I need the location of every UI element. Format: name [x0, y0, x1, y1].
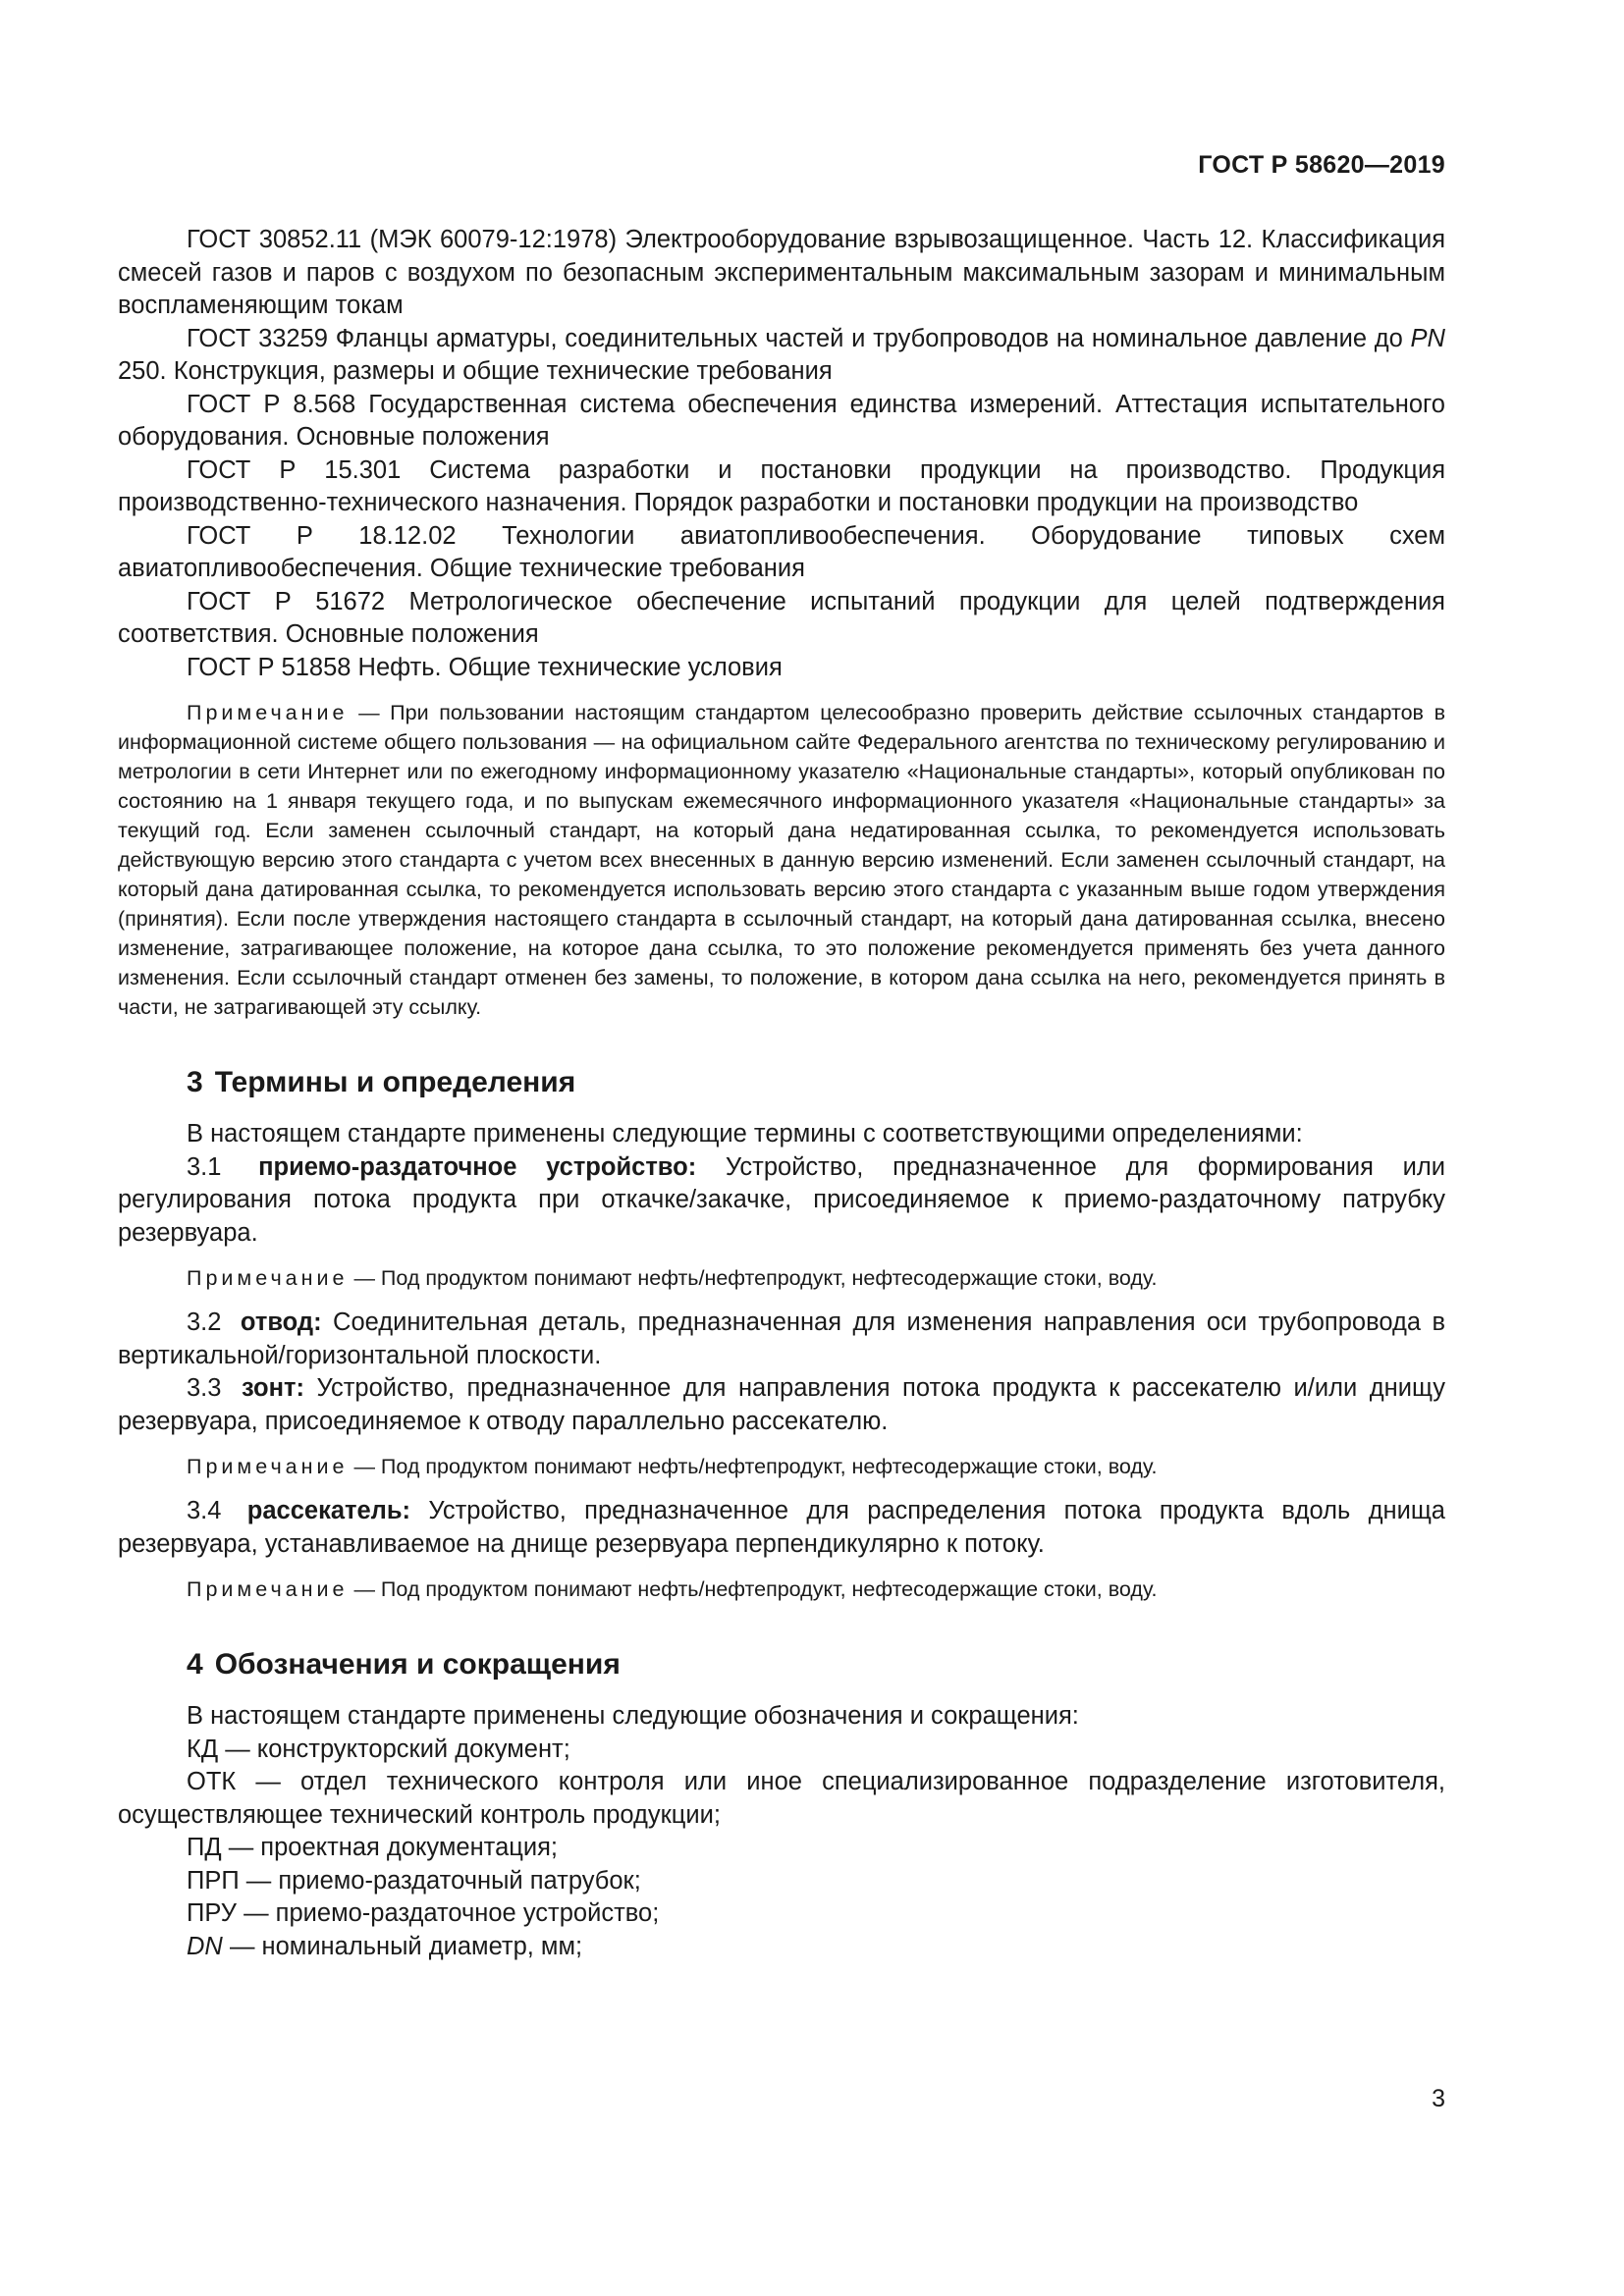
section-4-heading — [118, 1645, 1445, 1684]
reference-text: Метрологическое обеспечение испытаний продукции для целей подтверждения соответствия. Основные положения — [118, 587, 1445, 648]
abbreviation-item — [118, 1897, 1445, 1931]
pn-symbol: PN — [1410, 324, 1445, 352]
abbreviation-text: — конструкторский документ; — [225, 1735, 570, 1763]
reference-code: ГОСТ Р 51672 — [187, 587, 386, 615]
note-text: — Под продуктом понимают нефть/нефтепродукт, нефтесодержащие стоки, воду. — [353, 1266, 1158, 1290]
term-number: 3.4 — [187, 1497, 222, 1524]
abbreviation-item — [118, 1931, 1445, 1964]
reference-text: 250. Конструкция, размеры и общие технические требования — [118, 357, 833, 385]
abbreviation: ПРУ — [187, 1899, 237, 1927]
reference-code: ГОСТ Р 8.568 — [187, 390, 356, 418]
term-note — [118, 1452, 1445, 1481]
term-number: 3.3 — [187, 1374, 222, 1402]
note-text: — При пользовании настоящим стандартом целесообразно проверить действие ссылочных стандартов в информационной системе общего пользования — на официальном сайте Федерального агентства по техническому регулированию и метрологии в сети Интернет или по ежегодному информационному указателю «Национальные стандарты», который опубликован по состоянию на 1 января текущего года, и по выпускам ежемесячного информационного указателя «Национальные стандарты» за текущий год. Если заменен ссылочный стандарт, на который дана недатированная ссылка, то рекомендуется использовать действующую версию этого стандарта с учетом всех внесенных в данную версию изменений. Если заменен ссылочный стандарт, на который дана датированная ссылка, то рекомендуется использовать версию этого стандарта с указанным выше годом утверждения (принятия). Если после утверждения настоящего стандарта в ссылочный стандарт, на который дана датированная ссылка, внесено изменение, затрагивающее положение, на которое дана ссылка, то это положение рекомендуется применять без учета данного изменения. Если ссылочный стандарт отменен без замены, то положение, в котором дана ссылка на него, рекомендуется принять в части, не затрагивающей эту ссылку. — [118, 701, 1445, 1019]
reference-text: Фланцы арматуры, соединительных частей и трубопроводов на номинальное давление до — [335, 324, 1403, 352]
term-name: отвод: — [240, 1308, 322, 1336]
reference-item — [118, 224, 1445, 323]
abbreviation: ПД — [187, 1834, 222, 1861]
note-label: Примечание — [187, 1577, 349, 1601]
abbreviation-text: — приемо-раздаточный патрубок; — [245, 1866, 641, 1895]
abbreviation-item — [118, 1734, 1445, 1767]
reference-text: Нефть. Общие технические условия — [357, 653, 783, 681]
reference-code: ГОСТ Р 15.301 — [187, 455, 402, 484]
abbreviation-item — [118, 1865, 1445, 1898]
section-4-intro: В настоящем стандарте применены следующие обозначения и сокращения: — [187, 1702, 1079, 1730]
term-note — [118, 1575, 1445, 1604]
page-body — [118, 224, 1445, 1963]
note-label: Примечание — [187, 1455, 349, 1478]
term-name: рассекатель: — [246, 1497, 411, 1524]
term-name: зонт: — [241, 1374, 304, 1402]
reference-text: Технологии авиатопливообеспечения. Оборудование типовых схем авиатопливообеспечения. Общие технические требования — [118, 521, 1446, 582]
term-number: 3.2 — [187, 1308, 222, 1336]
reference-text: Электрооборудование взрывозащищенное. Часть 12. Классификация смесей газов и паров с воздухом по безопасным экспериментальным максимальным зазорам и минимальным воспламеняющим токам — [118, 226, 1445, 319]
section-number: 4 — [187, 1648, 203, 1681]
term-entry — [118, 1495, 1445, 1561]
section-number: 3 — [187, 1066, 203, 1098]
reference-item — [118, 520, 1445, 586]
note-label: Примечание — [187, 701, 349, 724]
reference-item — [118, 586, 1445, 652]
page-number: 3 — [1432, 2085, 1445, 2112]
term-definition: Устройство, предназначенное для формирования или регулирования потока продукта при откачке/закачке, присоединяемое к приемо-раздаточному патрубку резервуара. — [118, 1152, 1445, 1247]
reference-text: Государственная система обеспечения единства измерений. Аттестация испытательного оборудования. Основные положения — [118, 390, 1445, 451]
abbreviation-item — [118, 1766, 1445, 1832]
reference-note — [118, 698, 1445, 1022]
abbreviation: ОТК — [187, 1768, 237, 1795]
term-definition: Соединительная деталь, предназначенная для изменения направления оси трубопровода в вертикальной/горизонтальной плоскости. — [118, 1308, 1446, 1369]
reference-item — [118, 389, 1445, 454]
reference-item — [118, 652, 1445, 685]
note-text: — Под продуктом понимают нефть/нефтепродукт, нефтесодержащие стоки, воду. — [353, 1455, 1158, 1478]
abbreviation-text: — номинальный диаметр, мм; — [229, 1932, 583, 1960]
reference-code: ГОСТ Р 51858 — [187, 653, 352, 681]
reference-code: ГОСТ 30852.11 (МЭК 60079-12:1978) — [187, 226, 618, 253]
term-definition: Устройство, предназначенное для распределения потока продукта вдоль днища резервуара, устанавливаемое на днище резервуара перпендикулярно к потоку. — [118, 1497, 1445, 1558]
abbreviation: ПРП — [187, 1866, 240, 1895]
note-text: — Под продуктом понимают нефть/нефтепродукт, нефтесодержащие стоки, воду. — [353, 1577, 1158, 1601]
reference-text: Система разработки и постановки продукции на производство. Продукция производственно-технического назначения. Порядок разработки и постановки продукции на производство — [118, 455, 1446, 516]
section-3-intro: В настоящем стандарте применены следующие термины с соответствующими определениями: — [187, 1120, 1303, 1148]
term-definition: Устройство, предназначенное для направления потока продукта к рассекателю и/или днищу резервуара, присоединяемое к отводу параллельно рассекателю. — [118, 1374, 1445, 1435]
term-entry — [118, 1151, 1445, 1251]
abbreviation: DN — [187, 1932, 223, 1960]
term-number: 3.1 — [187, 1152, 222, 1181]
term-note — [118, 1263, 1445, 1293]
section-title: Обозначения и сокращения — [214, 1648, 621, 1681]
term-name: приемо-раздаточное устройство: — [258, 1152, 697, 1181]
reference-list — [118, 224, 1445, 684]
abbreviation-text: — проектная документация; — [228, 1834, 559, 1861]
term-entry — [118, 1307, 1445, 1372]
term-entry — [118, 1372, 1445, 1438]
standard-header: ГОСТ Р 58620—2019 — [1198, 151, 1445, 179]
reference-item — [118, 323, 1445, 389]
abbreviation-text: — приемо-раздаточное устройство; — [244, 1899, 660, 1927]
reference-item — [118, 454, 1445, 520]
note-label: Примечание — [187, 1266, 349, 1290]
reference-code: ГОСТ 33259 — [187, 324, 328, 352]
section-3-heading — [118, 1063, 1445, 1102]
abbreviation-text: — отдел технического контроля или иное специализированное подразделение изготовителя, осуществляющее технический контроль продукции; — [118, 1768, 1445, 1829]
reference-code: ГОСТ Р 18.12.02 — [187, 521, 457, 550]
abbreviation: КД — [187, 1735, 219, 1763]
abbreviation-item — [118, 1832, 1445, 1865]
section-title: Термины и определения — [214, 1066, 576, 1098]
